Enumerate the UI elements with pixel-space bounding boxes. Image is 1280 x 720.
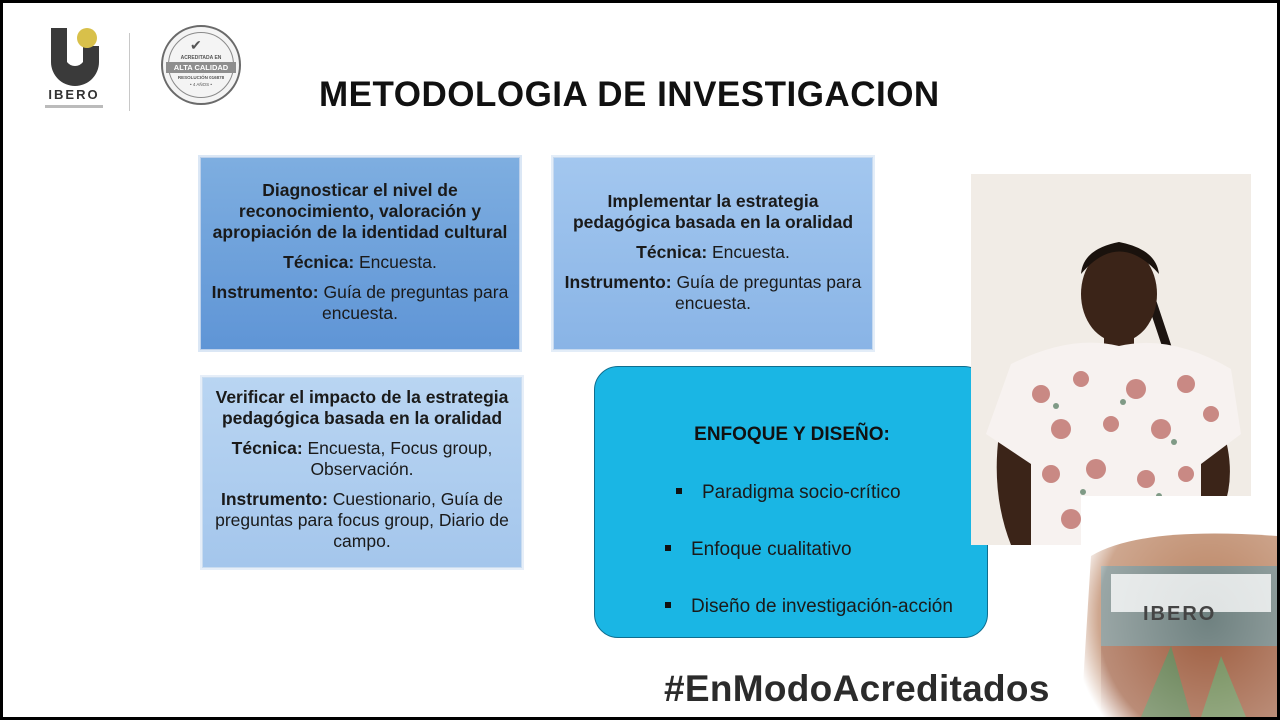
slide xyxy=(3,3,1277,717)
tecnica-value: Encuesta. xyxy=(707,242,790,262)
seal-band: ALTA CALIDAD xyxy=(166,62,236,73)
tecnica-label: Técnica: xyxy=(636,242,708,262)
enfoque-item-label: Enfoque cualitativo xyxy=(691,539,852,560)
instrumento-label: Instrumento: xyxy=(564,272,672,292)
ibero-building-image xyxy=(1081,496,1277,717)
hashtag-banner: #EnModoAcreditados xyxy=(664,668,1050,709)
instrumento-label: Instrumento: xyxy=(211,282,319,302)
check-icon: ✔ xyxy=(190,37,202,53)
instrumento-label: Instrumento: xyxy=(220,489,328,509)
square-bullet-icon xyxy=(665,602,671,608)
objective-box-diagnosticar xyxy=(200,157,520,350)
seal-line1: ACREDITADA EN xyxy=(180,55,222,61)
ibero-logo xyxy=(43,28,109,116)
objective-heading-line: reconocimiento, valoración y xyxy=(238,201,482,221)
instrumento-value: Guía de preguntas para xyxy=(671,272,862,292)
presenter-video xyxy=(971,174,1251,545)
instrumento-value: Cuestionario, Guía de xyxy=(327,489,504,509)
tecnica-label: Técnica: xyxy=(231,438,303,458)
objective-heading-line: apropiación de la identidad cultural xyxy=(212,222,508,242)
enfoque-list-item xyxy=(676,482,901,504)
accreditation-seal xyxy=(161,25,241,105)
tecnica-value-cont: Observación. xyxy=(310,459,414,479)
tecnica-value: Encuesta, Focus group, xyxy=(302,438,493,458)
instrumento-value-cont: campo. xyxy=(333,531,391,551)
ibero-logo-mark-icon xyxy=(49,28,101,86)
instrumento-value: Guía de preguntas para xyxy=(318,282,509,302)
objective-heading-line: pedagógica basada en la oralidad xyxy=(572,212,854,232)
enfoque-item-label: Diseño de investigación-acción xyxy=(691,596,953,617)
objective-heading-line: Verificar el impacto de la estrategia xyxy=(215,387,509,407)
square-bullet-icon xyxy=(676,488,682,494)
instrumento-value-cont: preguntas para focus group, Diario de xyxy=(215,510,509,530)
instrumento-line xyxy=(562,272,864,293)
objective-box-implementar xyxy=(553,157,873,350)
seal-line3: • 4 AÑOS • xyxy=(190,82,212,87)
tecnica-line xyxy=(562,242,864,263)
ibero-logo-text: IBERO xyxy=(48,87,100,102)
enfoque-list-item xyxy=(665,596,953,618)
enfoque-list-item xyxy=(665,539,852,561)
tecnica-value: Encuesta. xyxy=(354,252,437,272)
tecnica-line xyxy=(211,438,513,459)
seal-line2: RESOLUCIÓN 016878 xyxy=(177,75,225,80)
logo-divider xyxy=(129,33,130,111)
instrumento-line xyxy=(209,282,511,303)
objective-heading-line: Implementar la estrategia xyxy=(607,191,819,211)
tecnica-line xyxy=(209,252,511,273)
square-bullet-icon xyxy=(665,545,671,551)
tecnica-label: Técnica: xyxy=(283,252,355,272)
objective-box-verificar xyxy=(202,377,522,568)
building-sign-text: IBERO xyxy=(1143,603,1217,625)
presenter-figure-icon xyxy=(971,174,1251,545)
instrumento-value-cont: encuesta. xyxy=(322,303,398,323)
enfoque-diseno-box xyxy=(594,366,988,638)
objective-heading-line: Diagnosticar el nivel de xyxy=(262,180,458,200)
enfoque-title: ENFOQUE Y DISEÑO: xyxy=(694,424,890,445)
enfoque-item-label: Paradigma socio-crítico xyxy=(702,482,901,503)
objective-heading-line: pedagógica basada en la oralidad xyxy=(221,408,503,428)
instrumento-line xyxy=(211,489,513,510)
instrumento-value-cont: encuesta. xyxy=(675,293,751,313)
page-title: METODOLOGIA DE INVESTIGACION xyxy=(319,75,940,114)
ibero-tagline xyxy=(45,105,103,108)
